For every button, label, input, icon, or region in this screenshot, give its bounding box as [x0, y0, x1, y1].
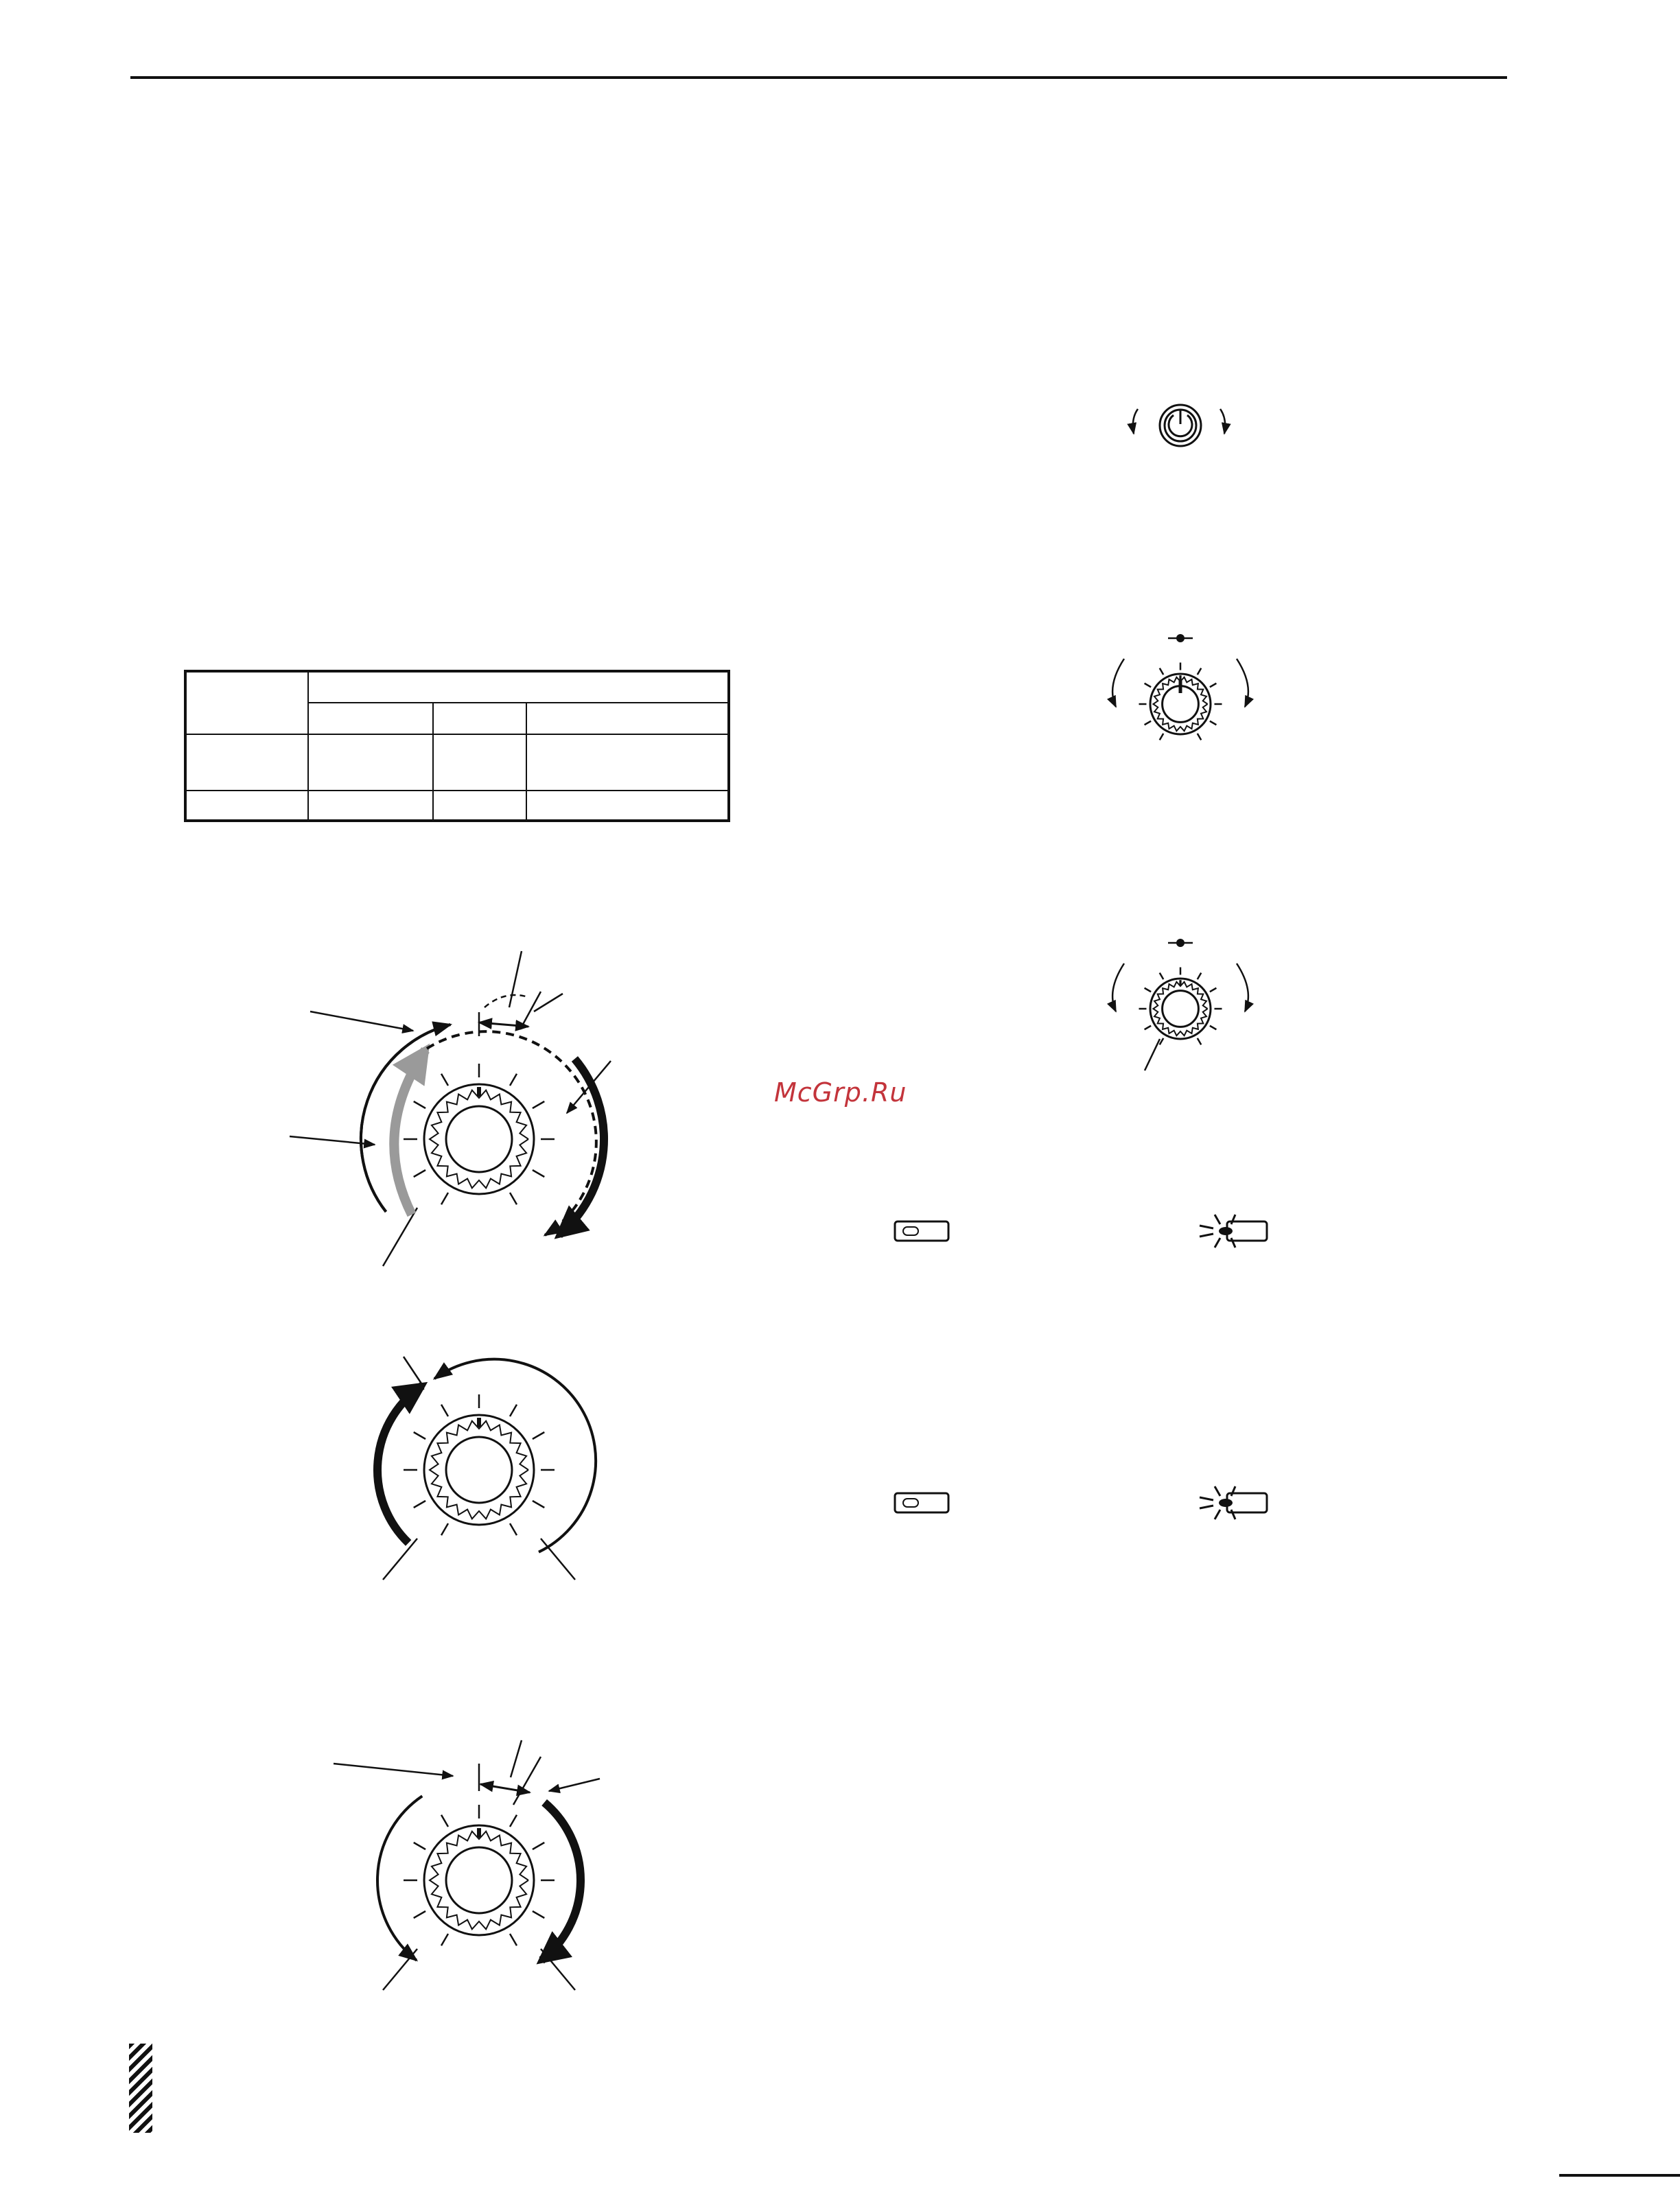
- table-cell: [308, 703, 433, 734]
- table-cell: [185, 791, 308, 821]
- led-off-icon-2: [895, 1493, 948, 1512]
- power-knob-icon: [1133, 405, 1225, 446]
- led-blinking-icon-2: [1200, 1486, 1267, 1519]
- table-cell: [433, 791, 526, 821]
- led-off-icon: [895, 1221, 948, 1241]
- dial-b: [377, 1357, 596, 1580]
- table-cell: [526, 734, 729, 791]
- settings-table: [184, 670, 730, 822]
- table-cell: [185, 734, 308, 791]
- table-cell: [526, 703, 729, 734]
- table-cell: [308, 791, 433, 821]
- dial-2-extras: [1112, 939, 1248, 1071]
- dial-small-2: [1139, 968, 1222, 1045]
- table-cell: [526, 791, 729, 821]
- dial-1-extras: [1112, 634, 1248, 707]
- table-cell: [433, 703, 526, 734]
- dial-c: [377, 1757, 581, 1990]
- table-cell: [433, 734, 526, 791]
- table-cell: [308, 671, 729, 703]
- table-cell: [308, 734, 433, 791]
- section-marker: [129, 2044, 152, 2133]
- dial-small-1: [1139, 663, 1222, 740]
- dial-c-annotations: [334, 1740, 600, 1792]
- table-cell: [185, 671, 308, 734]
- led-blinking-icon: [1200, 1215, 1267, 1248]
- watermark: McGrp.Ru: [774, 1077, 907, 1108]
